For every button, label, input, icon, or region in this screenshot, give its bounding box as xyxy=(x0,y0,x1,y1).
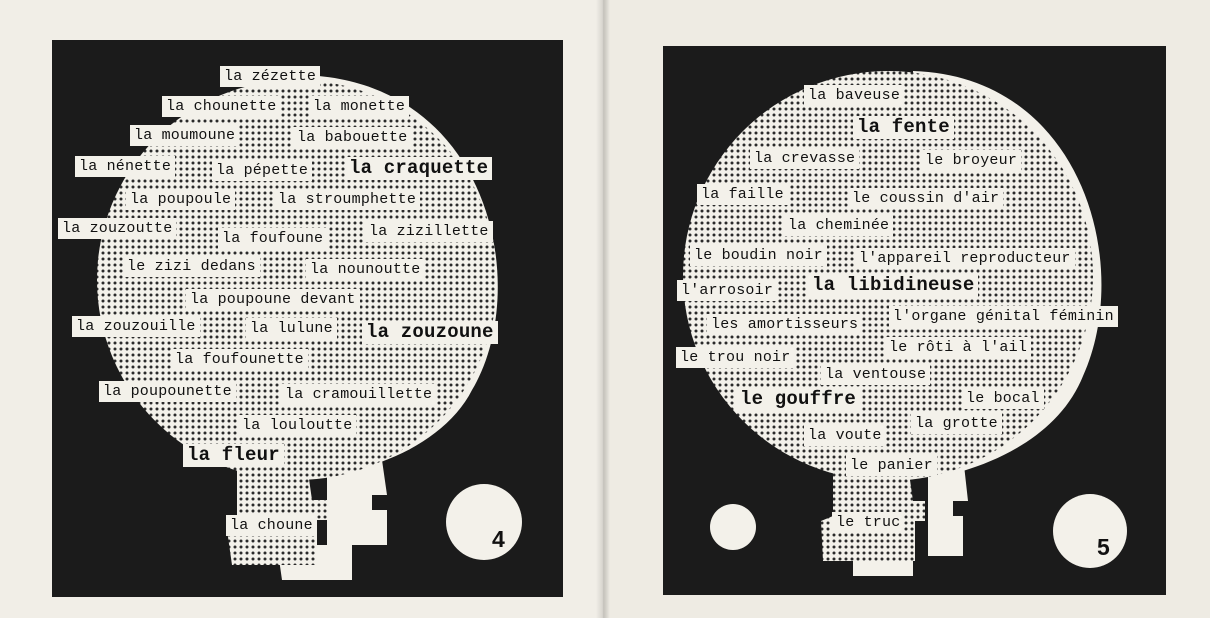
word-label: la cheminée xyxy=(784,215,893,236)
word-label: la voute xyxy=(804,425,886,446)
word-label: la foufounette xyxy=(171,349,308,370)
page-number: 5 xyxy=(1097,534,1110,560)
page-number-circle xyxy=(446,484,522,560)
word-label: la crevasse xyxy=(750,148,859,169)
word-label: la babouette xyxy=(293,127,411,148)
word-label: le gouffre xyxy=(736,388,860,411)
word-label: la pépette xyxy=(212,160,312,181)
word-label: la moumoune xyxy=(130,125,239,146)
word-label: le rôti à l'ail xyxy=(885,337,1031,358)
word-label: la zouzoune xyxy=(362,321,498,344)
word-label: la craquette xyxy=(345,157,492,180)
word-label: la stroumphette xyxy=(274,189,420,210)
word-label: le broyeur xyxy=(921,150,1021,171)
word-label: l'appareil reproducteur xyxy=(855,248,1075,269)
word-label: la monette xyxy=(309,96,409,117)
word-label: le boudin noir xyxy=(690,245,827,266)
word-label: la zouzouille xyxy=(72,316,200,337)
word-label: la nounoutte xyxy=(306,259,424,280)
word-label: le bocal xyxy=(962,388,1044,409)
word-label: la baveuse xyxy=(804,85,904,106)
word-label: les amortisseurs xyxy=(707,314,862,335)
word-label: la poupoune devant xyxy=(186,289,360,310)
word-label: la fleur xyxy=(183,444,284,467)
word-label: la chounette xyxy=(162,96,280,117)
word-label: la cramouillette xyxy=(281,384,436,405)
word-label: la lulune xyxy=(246,318,337,339)
word-label: le panier xyxy=(846,455,937,476)
word-label: la choune xyxy=(226,515,317,536)
word-label: le coussin d'air xyxy=(848,188,1003,209)
word-label: la poupounette xyxy=(99,381,236,402)
word-label: l'arrosoir xyxy=(677,280,777,301)
word-label: la libidineuse xyxy=(808,274,978,297)
word-label: la foufoune xyxy=(218,228,327,249)
word-label: la faille xyxy=(697,184,788,205)
word-label: la louloutte xyxy=(238,415,356,436)
book-gutter xyxy=(596,0,610,618)
word-label: la fente xyxy=(853,116,954,139)
word-label: le truc xyxy=(832,512,904,533)
word-label: la zézette xyxy=(220,66,320,87)
word-label: la grotte xyxy=(911,413,1002,434)
word-label: la zizillette xyxy=(365,221,493,242)
word-label: la ventouse xyxy=(821,364,930,385)
page-number: 4 xyxy=(492,526,505,552)
word-label: la poupoule xyxy=(126,189,235,210)
word-label: la nénette xyxy=(75,156,175,177)
small-circle xyxy=(710,504,756,550)
word-label: l'organe génital féminin xyxy=(889,306,1118,327)
word-label: le trou noir xyxy=(676,347,794,368)
word-label: le zizi dedans xyxy=(123,256,260,277)
page-number-circle xyxy=(1053,494,1127,568)
word-label: la zouzoutte xyxy=(58,218,176,239)
